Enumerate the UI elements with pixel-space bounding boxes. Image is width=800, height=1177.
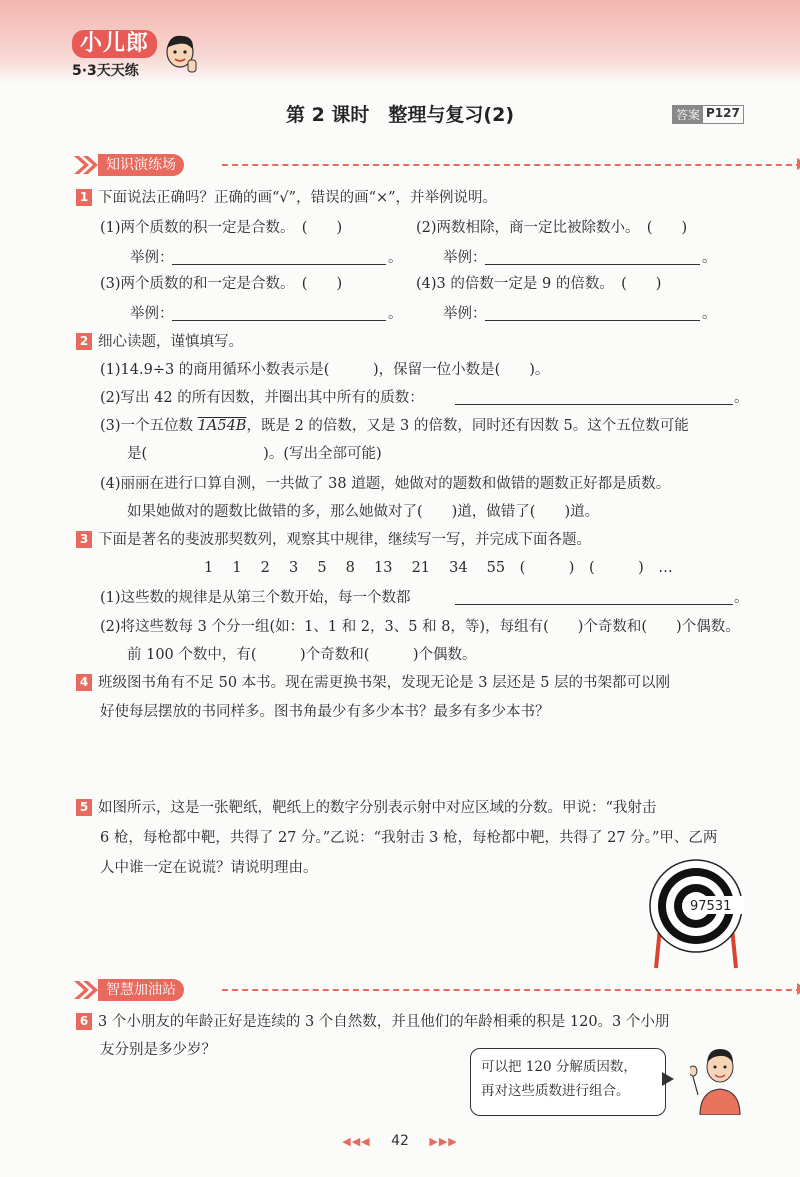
q1-example-answer-1[interactable] xyxy=(172,264,386,265)
question-3-text: 下面是著名的斐波那契数列，观察其中规律，继续写一写，并完成下面各题。 xyxy=(98,532,591,548)
q3-line-3: 前 100 个数中，有( )个奇数和( )个偶数。 xyxy=(127,647,477,663)
q1-period-2: 。 xyxy=(702,250,717,266)
q2-line-6: 如果她做对的题数比做错的多，那么她做对了( )道，做错了( )道。 xyxy=(127,504,600,520)
q3-rule-answer[interactable] xyxy=(455,604,733,605)
section-knowledge-label: 知识演练场 xyxy=(98,154,184,176)
question-3-number: 3 xyxy=(76,531,92,548)
q2-line-5: (4)丽丽在进行口算自测，一共做了 38 道题，她做对的题数和做错的题数正好都是质数。 xyxy=(100,476,671,492)
q1-period-4: 。 xyxy=(702,306,717,322)
q2-line-3-suffix: ，既是 2 的倍数，又是 3 的倍数，同时还有因数 5。这个五位数可能 xyxy=(246,418,689,434)
q2-period: 。 xyxy=(734,390,749,406)
q2-line-3 xyxy=(100,416,689,436)
hint-line-2: 再对这些质数进行组合。 xyxy=(481,1083,630,1099)
q3-period: 。 xyxy=(734,590,749,606)
question-5-line-1 xyxy=(76,798,656,818)
question-1-number: 1 xyxy=(76,189,92,206)
q1-item-4: (4)3 的倍数一定是 9 的倍数。 ( ) xyxy=(416,276,662,292)
question-6-text-1: 3 个小朋友的年龄正好是连续的 3 个自然数，并且他们的年龄相乘的积是 120。3 个小朋 xyxy=(98,1014,670,1030)
q1-period-3: 。 xyxy=(388,306,403,322)
question-5-line-2: 6 枪，每枪都中靶，共得了 27 分。”乙说：“我射击 3 枪，每枪都中靶，共得了 27 分。”甲、乙两 xyxy=(100,830,718,846)
question-1-text: 下面说法正确吗？正确的画“√”，错误的画“×”，并举例说明。 xyxy=(98,190,498,206)
mascot-icon xyxy=(160,30,200,80)
answer-label: 答案 xyxy=(673,106,703,123)
section-divider xyxy=(222,989,800,991)
q1-example-label-3: 举例： xyxy=(130,306,174,322)
q3-line-2: (2)将这些数每 3 个分一组(如：1、1 和 2，3、5 和 8，等)，每组有( )个奇数和( )个偶数。 xyxy=(100,619,740,635)
q2-line-4: 是( )。(写出全部可能) xyxy=(127,446,382,462)
question-5-line-3: 人中谁一定在说谎？请说明理由。 xyxy=(100,860,318,876)
page-title: 第 2 课时 整理与复习(2) xyxy=(285,104,515,126)
question-2-number: 2 xyxy=(76,333,92,350)
q1-item-2: (2)两数相除，商一定比被除数小。 ( ) xyxy=(416,220,688,236)
question-4-text-1: 班级图书角有不足 50 本书。现在需更换书架，发现无论是 3 层还是 5 层的书架都可以刚 xyxy=(98,675,671,691)
question-6-line-2: 友分别是多少岁？ xyxy=(100,1042,216,1058)
next-arrows-icon: ▶▶▶ xyxy=(429,1135,458,1148)
hint-bubble xyxy=(470,1048,666,1116)
q1-item-3: (3)两个质数的和一定是合数。 ( ) xyxy=(100,276,343,292)
q1-example-label-4: 举例： xyxy=(443,306,487,322)
question-2-stem xyxy=(76,332,243,352)
q1-example-label-1: 举例： xyxy=(130,250,174,266)
question-1-stem xyxy=(76,188,497,208)
question-2-text: 细心读题，谨慎填写。 xyxy=(98,334,243,350)
q1-example-label-2: 举例： xyxy=(443,250,487,266)
question-4-line-1 xyxy=(76,673,670,693)
logo-sub-text: 5·3天天练 xyxy=(72,63,139,79)
q1-period-1: 。 xyxy=(388,250,403,266)
q1-example-answer-3[interactable] xyxy=(172,320,386,321)
question-4-line-2: 好使每层摆放的书同样多。图书角最少有多少本书？最多有多少本书？ xyxy=(100,704,550,720)
fibonacci-sequence: 1 1 2 3 5 8 13 21 34 55 ( ) ( ) … xyxy=(204,560,673,576)
question-3-stem xyxy=(76,530,591,550)
q1-example-answer-4[interactable] xyxy=(485,320,700,321)
double-arrow-icon xyxy=(72,979,100,1001)
page-footer xyxy=(0,1133,800,1149)
double-arrow-icon xyxy=(72,154,100,176)
q2-line-3-prefix: (3)一个五位数 xyxy=(100,418,198,434)
question-5-number: 5 xyxy=(76,799,92,816)
q2-line-1: (1)14.9÷3 的商用循环小数表示是( )，保留一位小数是( )。 xyxy=(100,362,550,378)
hint-line-1: 可以把 120 分解质因数， xyxy=(481,1059,637,1075)
q1-example-answer-2[interactable] xyxy=(485,264,700,265)
target-figure xyxy=(648,858,744,970)
prev-arrows-icon: ◀◀◀ xyxy=(342,1135,371,1148)
hint-bubble-tail xyxy=(662,1072,674,1086)
question-5-text-1: 如图所示，这是一张靶纸，靶纸上的数字分别表示射中对应区域的分数。甲说：“我射击 xyxy=(98,800,657,816)
q1-item-1: (1)两个质数的积一定是合数。 ( ) xyxy=(100,220,343,236)
q2-factors-answer[interactable] xyxy=(455,404,733,405)
logo-main-text: 小儿郎 xyxy=(72,30,157,58)
answer-page: P127 xyxy=(706,106,740,120)
q3-line-1: (1)这些数的规律是从第三个数开始，每一个数都 xyxy=(100,590,411,606)
section-knowledge-header xyxy=(72,153,800,177)
brand-logo xyxy=(72,30,157,80)
five-digit-number: 1A54B xyxy=(197,418,247,434)
question-4-number: 4 xyxy=(76,674,92,691)
target-scores: 97531 xyxy=(690,899,732,914)
answer-reference xyxy=(672,105,744,124)
section-wisdom-label: 智慧加油站 xyxy=(98,979,184,1001)
section-divider xyxy=(222,164,800,166)
boy-icon xyxy=(690,1035,750,1115)
q2-line-2: (2)写出 42 的所有因数，并圈出其中所有的质数： xyxy=(100,390,424,406)
question-6-number: 6 xyxy=(76,1013,92,1030)
section-wisdom-header xyxy=(72,978,800,1002)
question-6-line-1 xyxy=(76,1012,669,1032)
page-number: 42 xyxy=(391,1133,409,1149)
